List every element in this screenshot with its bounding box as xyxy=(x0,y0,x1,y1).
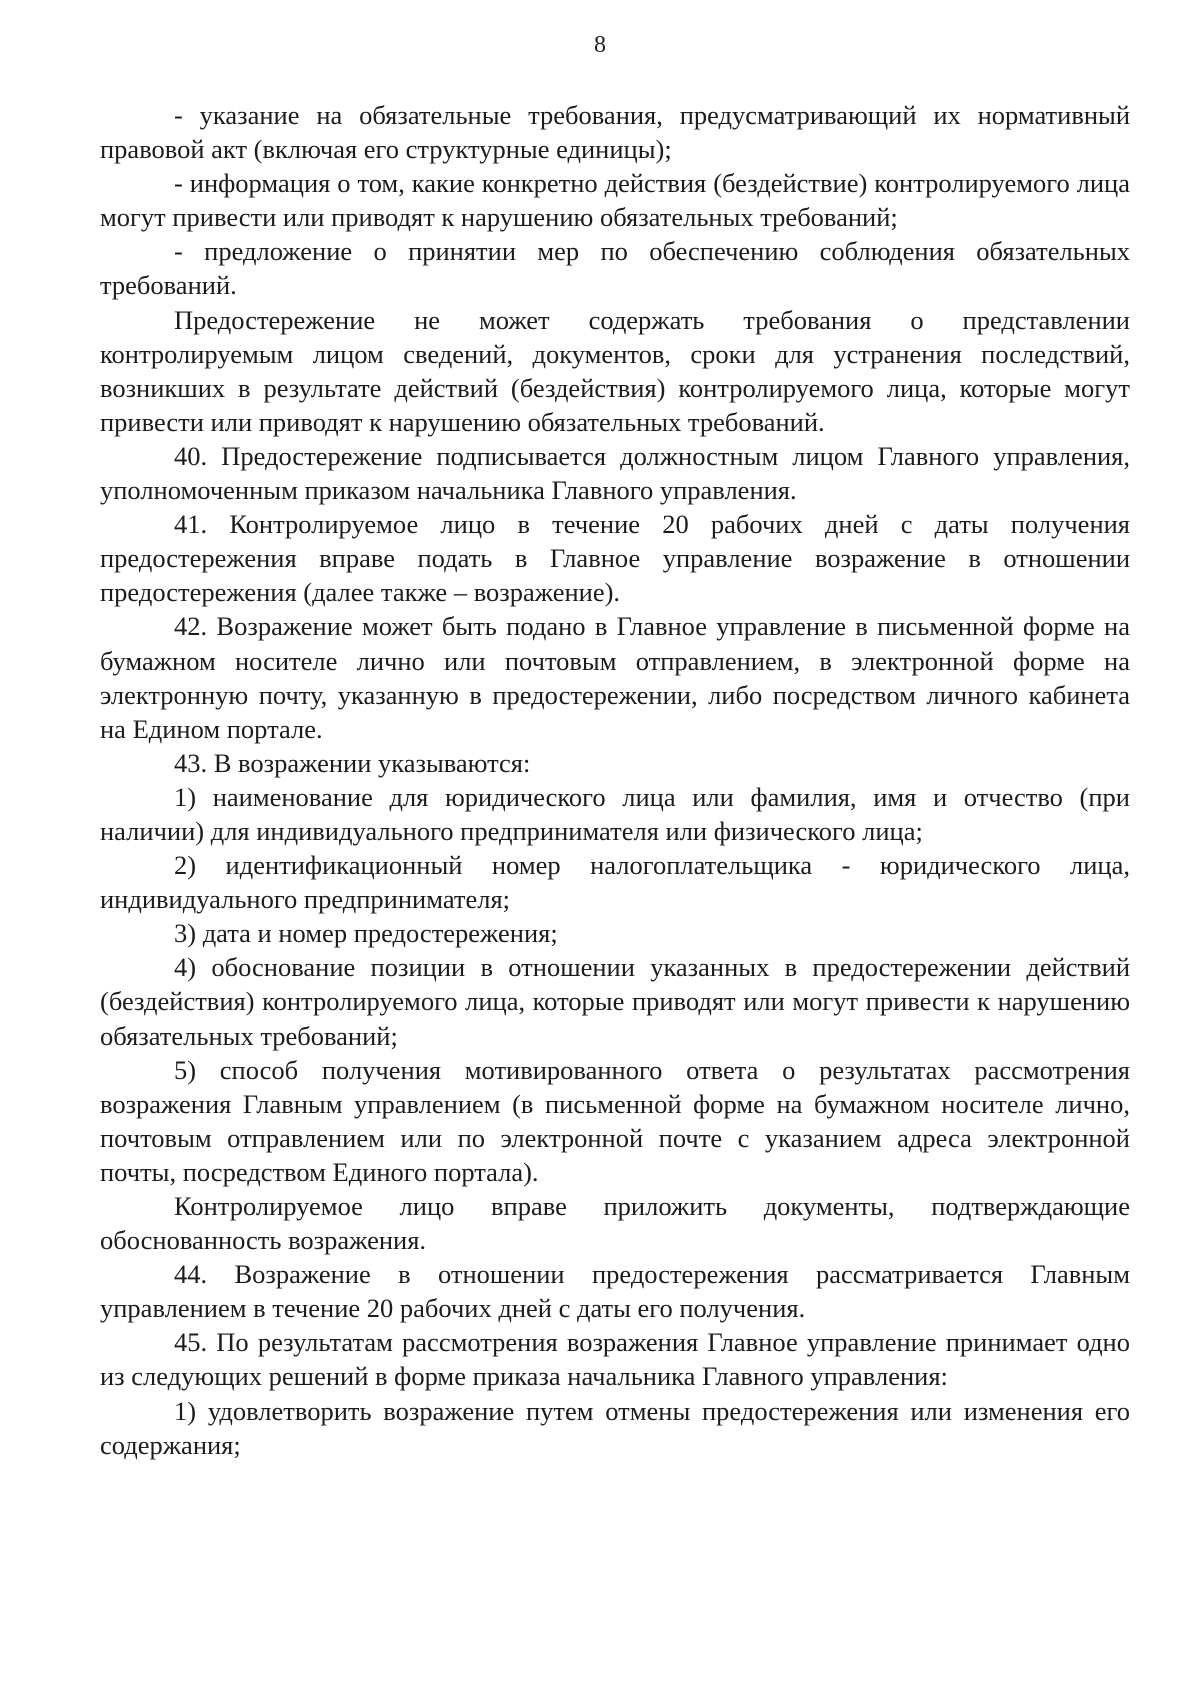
paragraph-requirements-indication: - указание на обязательные требования, предусматривающий их нормативный правовой акт (включая его структурные единицы); xyxy=(100,100,1130,165)
list-item-43-2: 2) идентификационный номер налогоплательщика - юридического лица, индивидуального предпринимателя; xyxy=(100,850,1130,915)
paragraph-documents-attachment: Контролируемое лицо вправе приложить документы, подтверждающие обоснованность возражения. xyxy=(100,1191,1130,1256)
paragraph-actions-information: - информация о том, какие конкретно действия (бездействие) контролируемого лица могут привести или приводят к нарушению обязательных требований; xyxy=(100,168,1130,233)
paragraph-43: 43. В возражении указываются: xyxy=(174,747,531,778)
paragraph-45: 45. По результатам рассмотрения возражения Главное управление принимает одно из следующих решений в форме приказа начальника Главного управления: xyxy=(100,1327,1130,1392)
paragraph-41: 41. Контролируемое лицо в течение 20 рабочих дней с даты получения предостережения вправе подать в Главное управление возражение в отношении предостережения (далее также – возражение). xyxy=(100,509,1130,608)
paragraph-warning-restrictions: Предостережение не может содержать требования о представлении контролируемым лицом сведений, документов, сроки для устранения последствий, возникших в результате действий (бездействия) контролируемого лица, которые могут привести или приводят к нарушению обязательных требований. xyxy=(100,304,1130,437)
list-item-45-1: 1) удовлетворить возражение путем отмены предостережения или изменения его содержания; xyxy=(100,1395,1130,1460)
paragraph-44: 44. Возражение в отношении предостережения рассматривается Главным управлением в течение 20 рабочих дней с даты его получения. xyxy=(100,1259,1130,1324)
paragraph-measures-proposal: - предложение о принятии мер по обеспечению соблюдения обязательных требований. xyxy=(100,236,1130,301)
list-item-43-5: 5) способ получения мотивированного ответа о результатах рассмотрения возражения Главным управлением (в письменной форме на бумажном носителе лично, почтовым отправлением или по электронной почте с указанием адреса электронной почты, посредством Единого портала). xyxy=(100,1054,1130,1187)
list-item-43-1: 1) наименование для юридического лица или фамилия, имя и отчество (при наличии) для индивидуального предпринимателя или физического лица; xyxy=(100,781,1130,846)
paragraph-40: 40. Предостережение подписывается должностным лицом Главного управления, уполномоченным приказом начальника Главного управления. xyxy=(100,440,1130,506)
list-item-43-4: 4) обоснование позиции в отношении указанных в предостережении действий (бездействия) контролируемого лица, которые приводят или могут привести к нарушению обязательных требований; xyxy=(100,952,1130,1051)
page-number: 8 xyxy=(594,32,606,58)
document-body xyxy=(100,98,1130,1462)
paragraph-42: 42. Возражение может быть подано в Главное управление в письменной форме на бумажном носителе лично или почтовым отправлением, в электронной форме на электронную почту, указанную в предостережении, либо посредством личного кабинета на Едином портале. xyxy=(100,611,1130,744)
list-item-43-3: 3) дата и номер предостережения; xyxy=(174,918,558,949)
